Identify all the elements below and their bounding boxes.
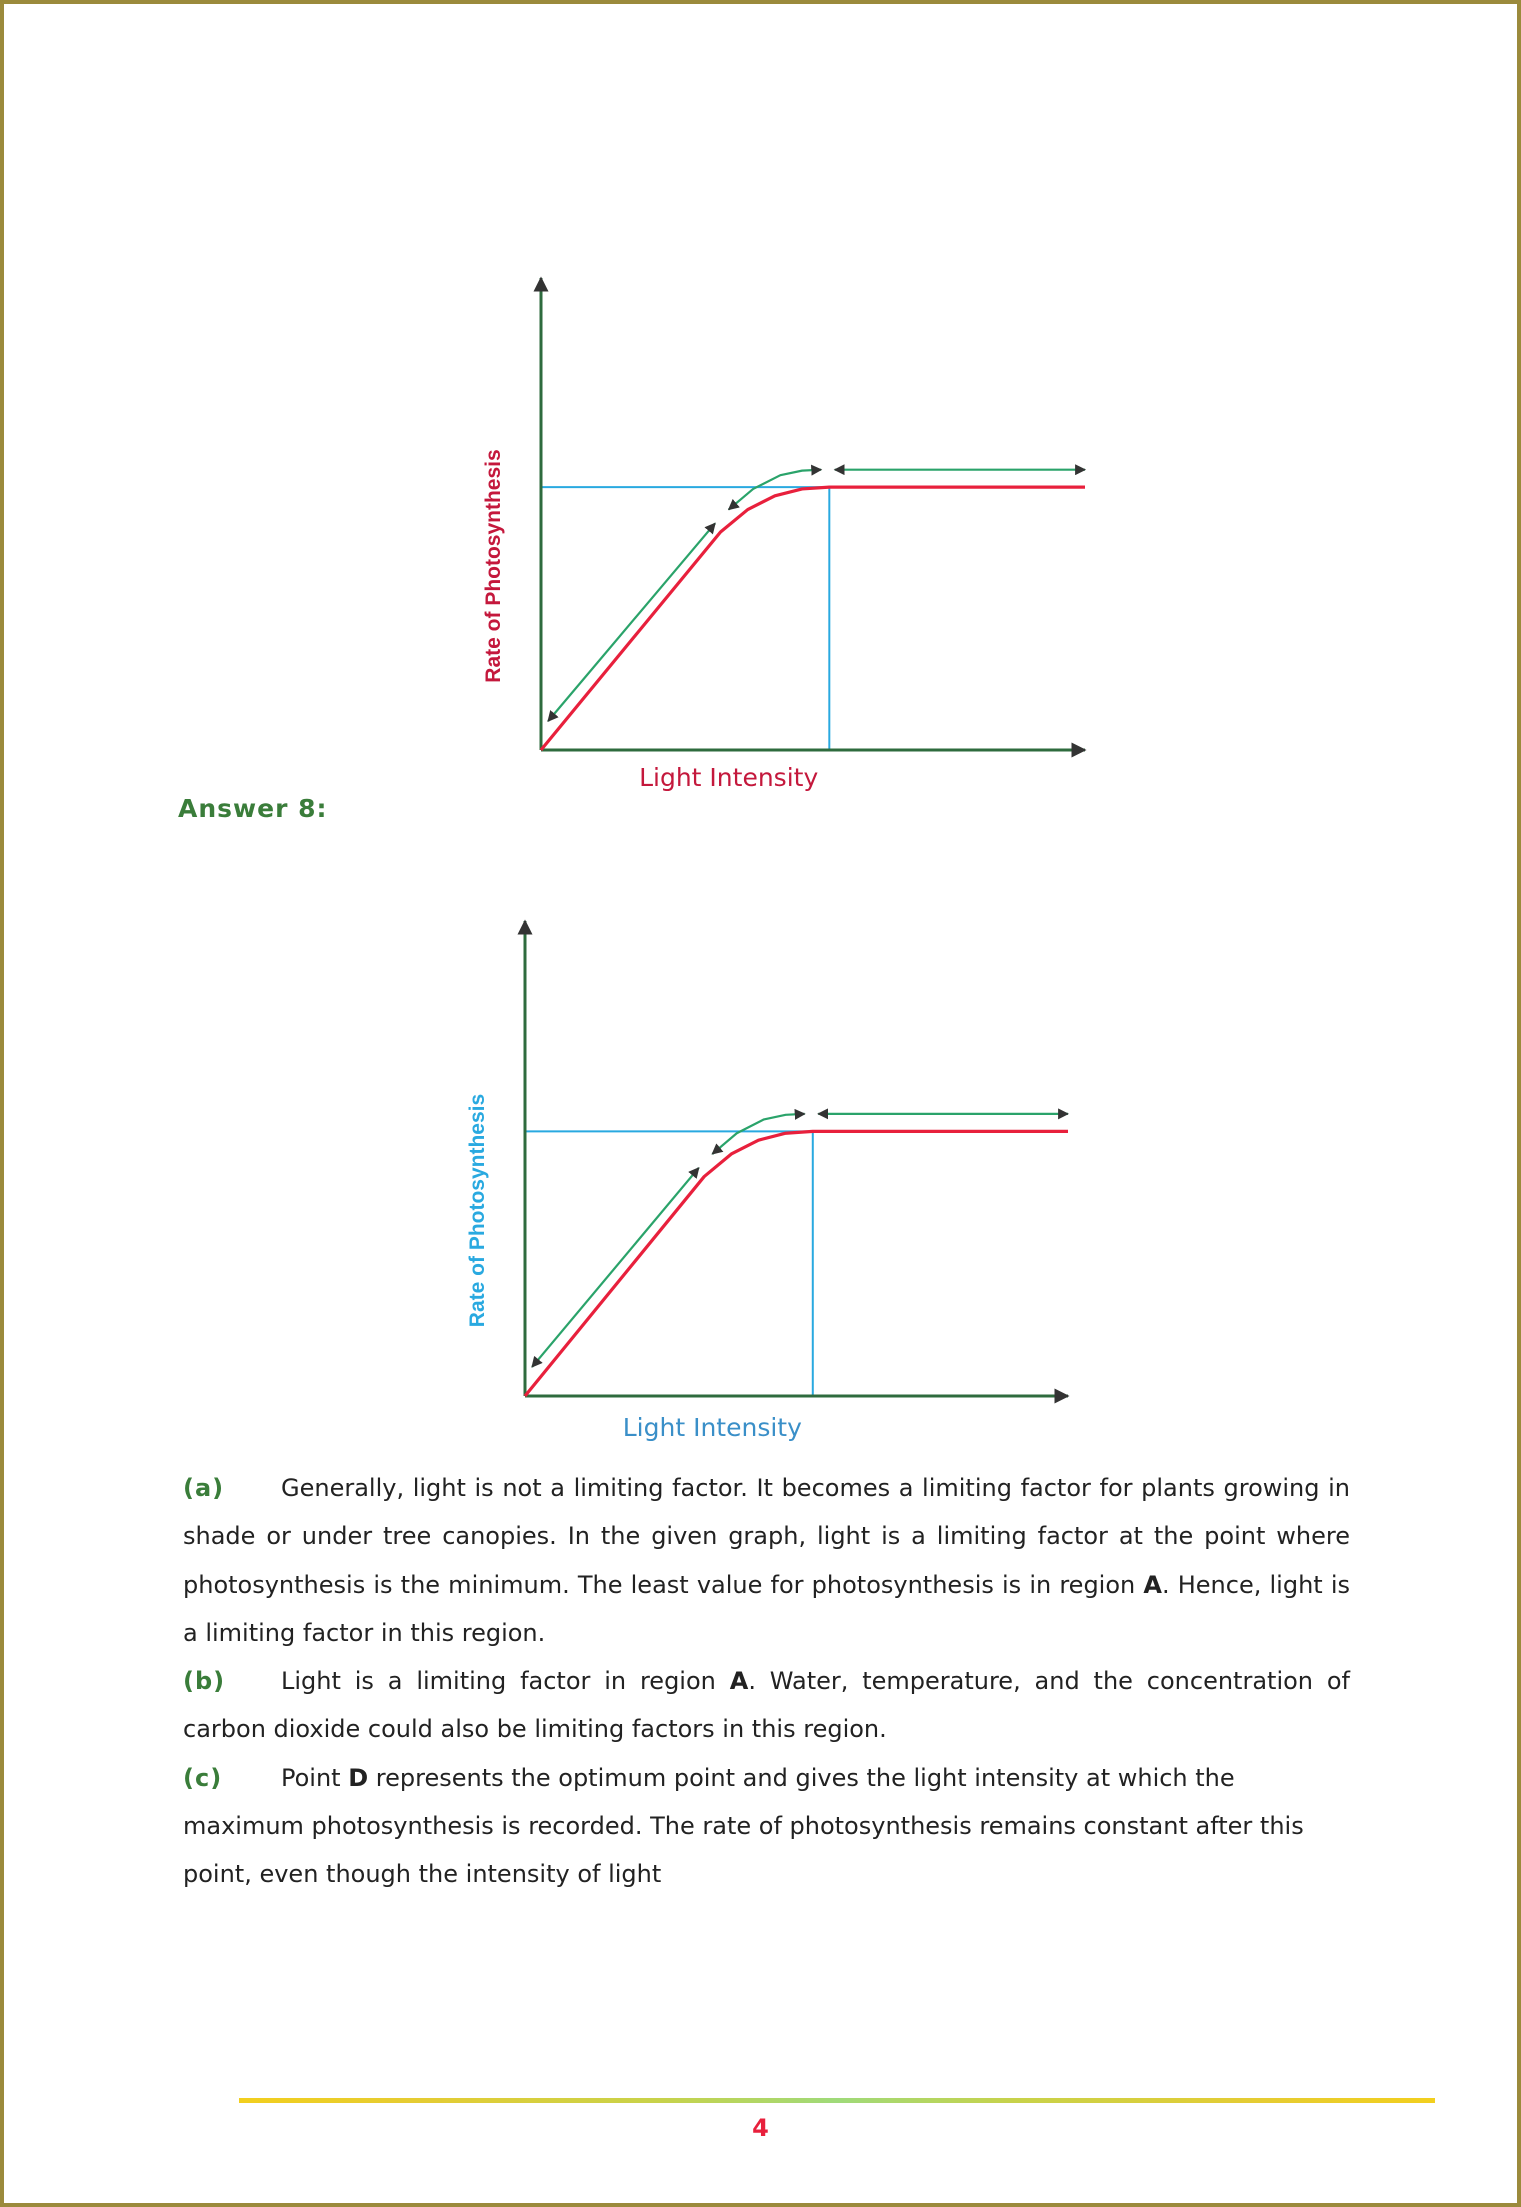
answer-heading: Answer 8: (178, 794, 328, 823)
region-label: A (1143, 1570, 1162, 1599)
chart-answer-graph (466, 921, 1068, 1442)
page-number: 4 (752, 2114, 769, 2142)
region-label: A (729, 1667, 749, 1696)
footer-divider (239, 2098, 1435, 2103)
y-axis-label: Rate of Photosynthesis (482, 449, 505, 683)
paragraph-c (183, 1754, 1350, 1899)
text: Light is a limiting factor in region (281, 1667, 730, 1696)
x-axis-label: Light Intensity (622, 1413, 802, 1442)
rate-curve-line (525, 1131, 1068, 1396)
rate-curve-line (541, 487, 1085, 750)
point-label: D (348, 1763, 369, 1792)
x-axis-label: Light Intensity (639, 763, 819, 792)
answer-body (183, 1464, 1350, 1899)
y-axis-label: Rate of Photosynthesis (466, 1093, 489, 1328)
part-label: (b) (183, 1667, 226, 1696)
region-arrow-lower-line (548, 523, 715, 721)
region-arrow-lower-line (532, 1168, 699, 1367)
text: Generally, light is not a limiting factor. It becomes a limiting factor for plants growing in shade or under tree canopies. In the given graph, light is a limiting factor at the point where photosynthesis is the minimum. The least value for photosynthesis is in region (183, 1474, 1350, 1599)
text: . Hence, light is a limiting factor in this region. (183, 1570, 1350, 1647)
text: represents the optimum point and gives the light intensity at which the maximum photosynthesis is recorded. The rate of photosynthesis remains constant after this point, even though the intensity of light (183, 1763, 1304, 1889)
text: . Water, temperature, and the concentration of carbon dioxide could also be limiting factors in this region. (183, 1667, 1350, 1744)
paragraph-a (183, 1464, 1350, 1657)
text: Point (281, 1763, 349, 1792)
part-label: (a) (183, 1474, 225, 1502)
paragraph-b (183, 1657, 1350, 1754)
chart-question-graph (482, 278, 1085, 792)
part-label: (c) (183, 1763, 223, 1792)
